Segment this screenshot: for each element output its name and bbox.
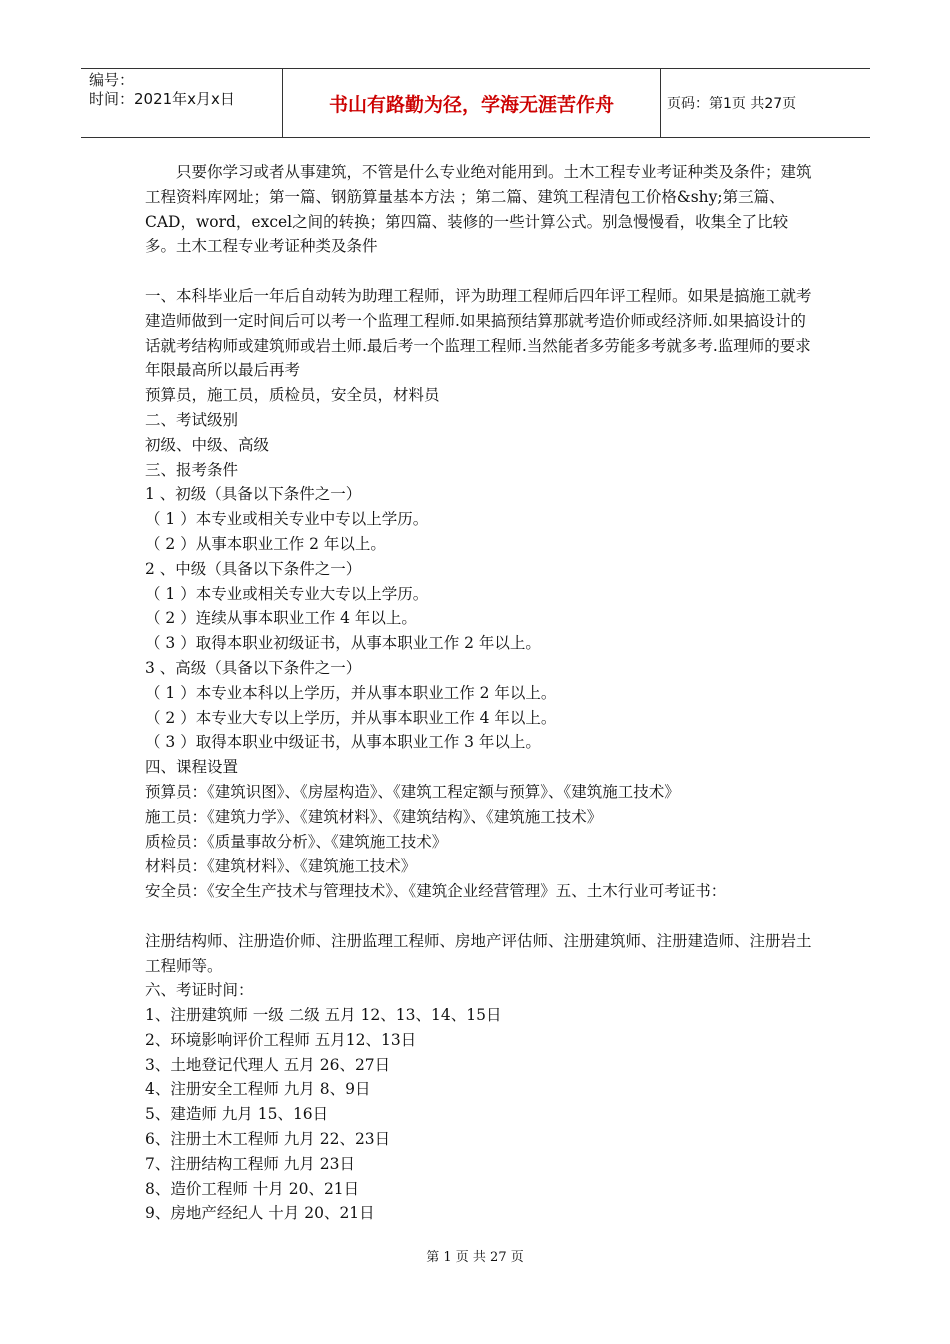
blank-line xyxy=(145,904,815,929)
body-line: （ 2 ）连续从事本职业工作 4 年以上。 xyxy=(145,609,417,628)
body-line: 初级、中级、高级 xyxy=(145,435,270,454)
certs-paragraph: 注册结构师、注册造价师、注册监理工程师、房地产评估师、注册建筑师、注册建造师、注册岩土工程师等。 xyxy=(145,931,812,975)
header-motto: 书山有路勤为径，学海无涯苦作舟 xyxy=(283,69,661,137)
exam-schedule-line: 5、建造师 九月 15、16日 xyxy=(145,1105,329,1124)
exam-schedule-line: 6、注册土木工程师 九月 22、23日 xyxy=(145,1130,391,1149)
body-line: 施工员：《建筑力学》、《建筑材料》、《建筑结构》、《建筑施工技术》 xyxy=(145,807,603,826)
document-body xyxy=(145,160,815,1226)
body-line: 三、报考条件 xyxy=(145,460,239,479)
body-line: 安全员：《安全生产技术与管理技术》、《建筑企业经营管理》五、土木行业可考证书： xyxy=(145,882,727,901)
exam-schedule-line: 9、房地产经纪人 十月 20、21日 xyxy=(145,1204,375,1223)
body-line: （ 1 ）本专业或相关专业中专以上学历。 xyxy=(145,510,429,529)
exam-schedule-line: 8、造价工程师 十月 20、21日 xyxy=(145,1179,360,1198)
body-line: （ 3 ）取得本职业中级证书，从事本职业工作 3 年以上。 xyxy=(145,733,541,752)
page-footer: 第 1 页 共 27 页 xyxy=(426,1250,524,1265)
body-line: 2 、中级（具备以下条件之一） xyxy=(145,559,362,578)
document-number-label: 编号： xyxy=(89,71,135,89)
body-line: （ 2 ）从事本职业工作 2 年以上。 xyxy=(145,534,386,553)
exam-schedule-line: 3、土地登记代理人 五月 26、27日 xyxy=(145,1055,391,1074)
body-line: 预算员，施工员，质检员，安全员，材料员 xyxy=(145,386,440,405)
exam-schedule-line: 1、注册建筑师 一级 二级 五月 12、13、14、15日 xyxy=(145,1006,502,1025)
page-header xyxy=(81,68,870,138)
body-line: 材料员：《建筑材料》、《建筑施工技术》 xyxy=(145,857,417,876)
body-line: （ 2 ）本专业大专以上学历，并从事本职业工作 4 年以上。 xyxy=(145,708,557,727)
body-line: （ 1 ）本专业本科以上学历，并从事本职业工作 2 年以上。 xyxy=(145,683,557,702)
blank-line xyxy=(145,259,815,284)
body-line: （ 1 ）本专业或相关专业大专以上学历。 xyxy=(145,584,429,603)
body-line: 预算员：《建筑识图》、《房屋构造》、《建筑工程定额与预算》、《建筑施工技术》 xyxy=(145,782,680,801)
exam-schedule-line: 2、环境影响评价工程师 五月12、13日 xyxy=(145,1030,417,1049)
exam-schedule-line: 六、考证时间： xyxy=(145,981,254,1000)
exam-schedule-line: 7、注册结构工程师 九月 23日 xyxy=(145,1154,355,1173)
body-line: 二、考试级别 xyxy=(145,410,239,429)
document-date: 时间：2021年x月x日 xyxy=(89,90,235,108)
section1-paragraph: 一、本科毕业后一年后自动转为助理工程师，评为助理工程师后四年评工程师。如果是搞施工就考建造师做到一定时间后可以考一个监理工程师.如果搞预结算那就考造价师或经济师.如果搞设计的话就考结构师或建筑师或岩土师.最后考一个监理工程师.当然能者多劳能多考就多考.监理师的要求年限最高所以最后再考 xyxy=(145,286,812,380)
body-line: 3 、高级（具备以下条件之一） xyxy=(145,658,362,677)
header-page-info: 页码：第1页 共27页 xyxy=(667,96,797,112)
body-line: 1 、初级（具备以下条件之一） xyxy=(145,485,362,504)
intro-paragraph: 只要你学习或者从事建筑，不管是什么专业绝对能用到。土木工程专业考证种类及条件；建筑工程资料库网址；第一篇、钢筋算量基本方法 ；第二篇、建筑工程清包工价格&shy;第三篇、CAD，word，excel之间的转换；第四篇、装修的一些计算公式。别急慢慢看，收集全了比较多。土木工程专业考证种类及条件 xyxy=(145,163,812,256)
body-line: （ 3 ）取得本职业初级证书，从事本职业工作 2 年以上。 xyxy=(145,634,541,653)
header-meta xyxy=(81,69,283,137)
exam-schedule-line: 4、注册安全工程师 九月 8、9日 xyxy=(145,1080,371,1099)
body-line: 质检员：《质量事故分析》、《建筑施工技术》 xyxy=(145,832,448,851)
body-line: 四、课程设置 xyxy=(145,758,239,777)
